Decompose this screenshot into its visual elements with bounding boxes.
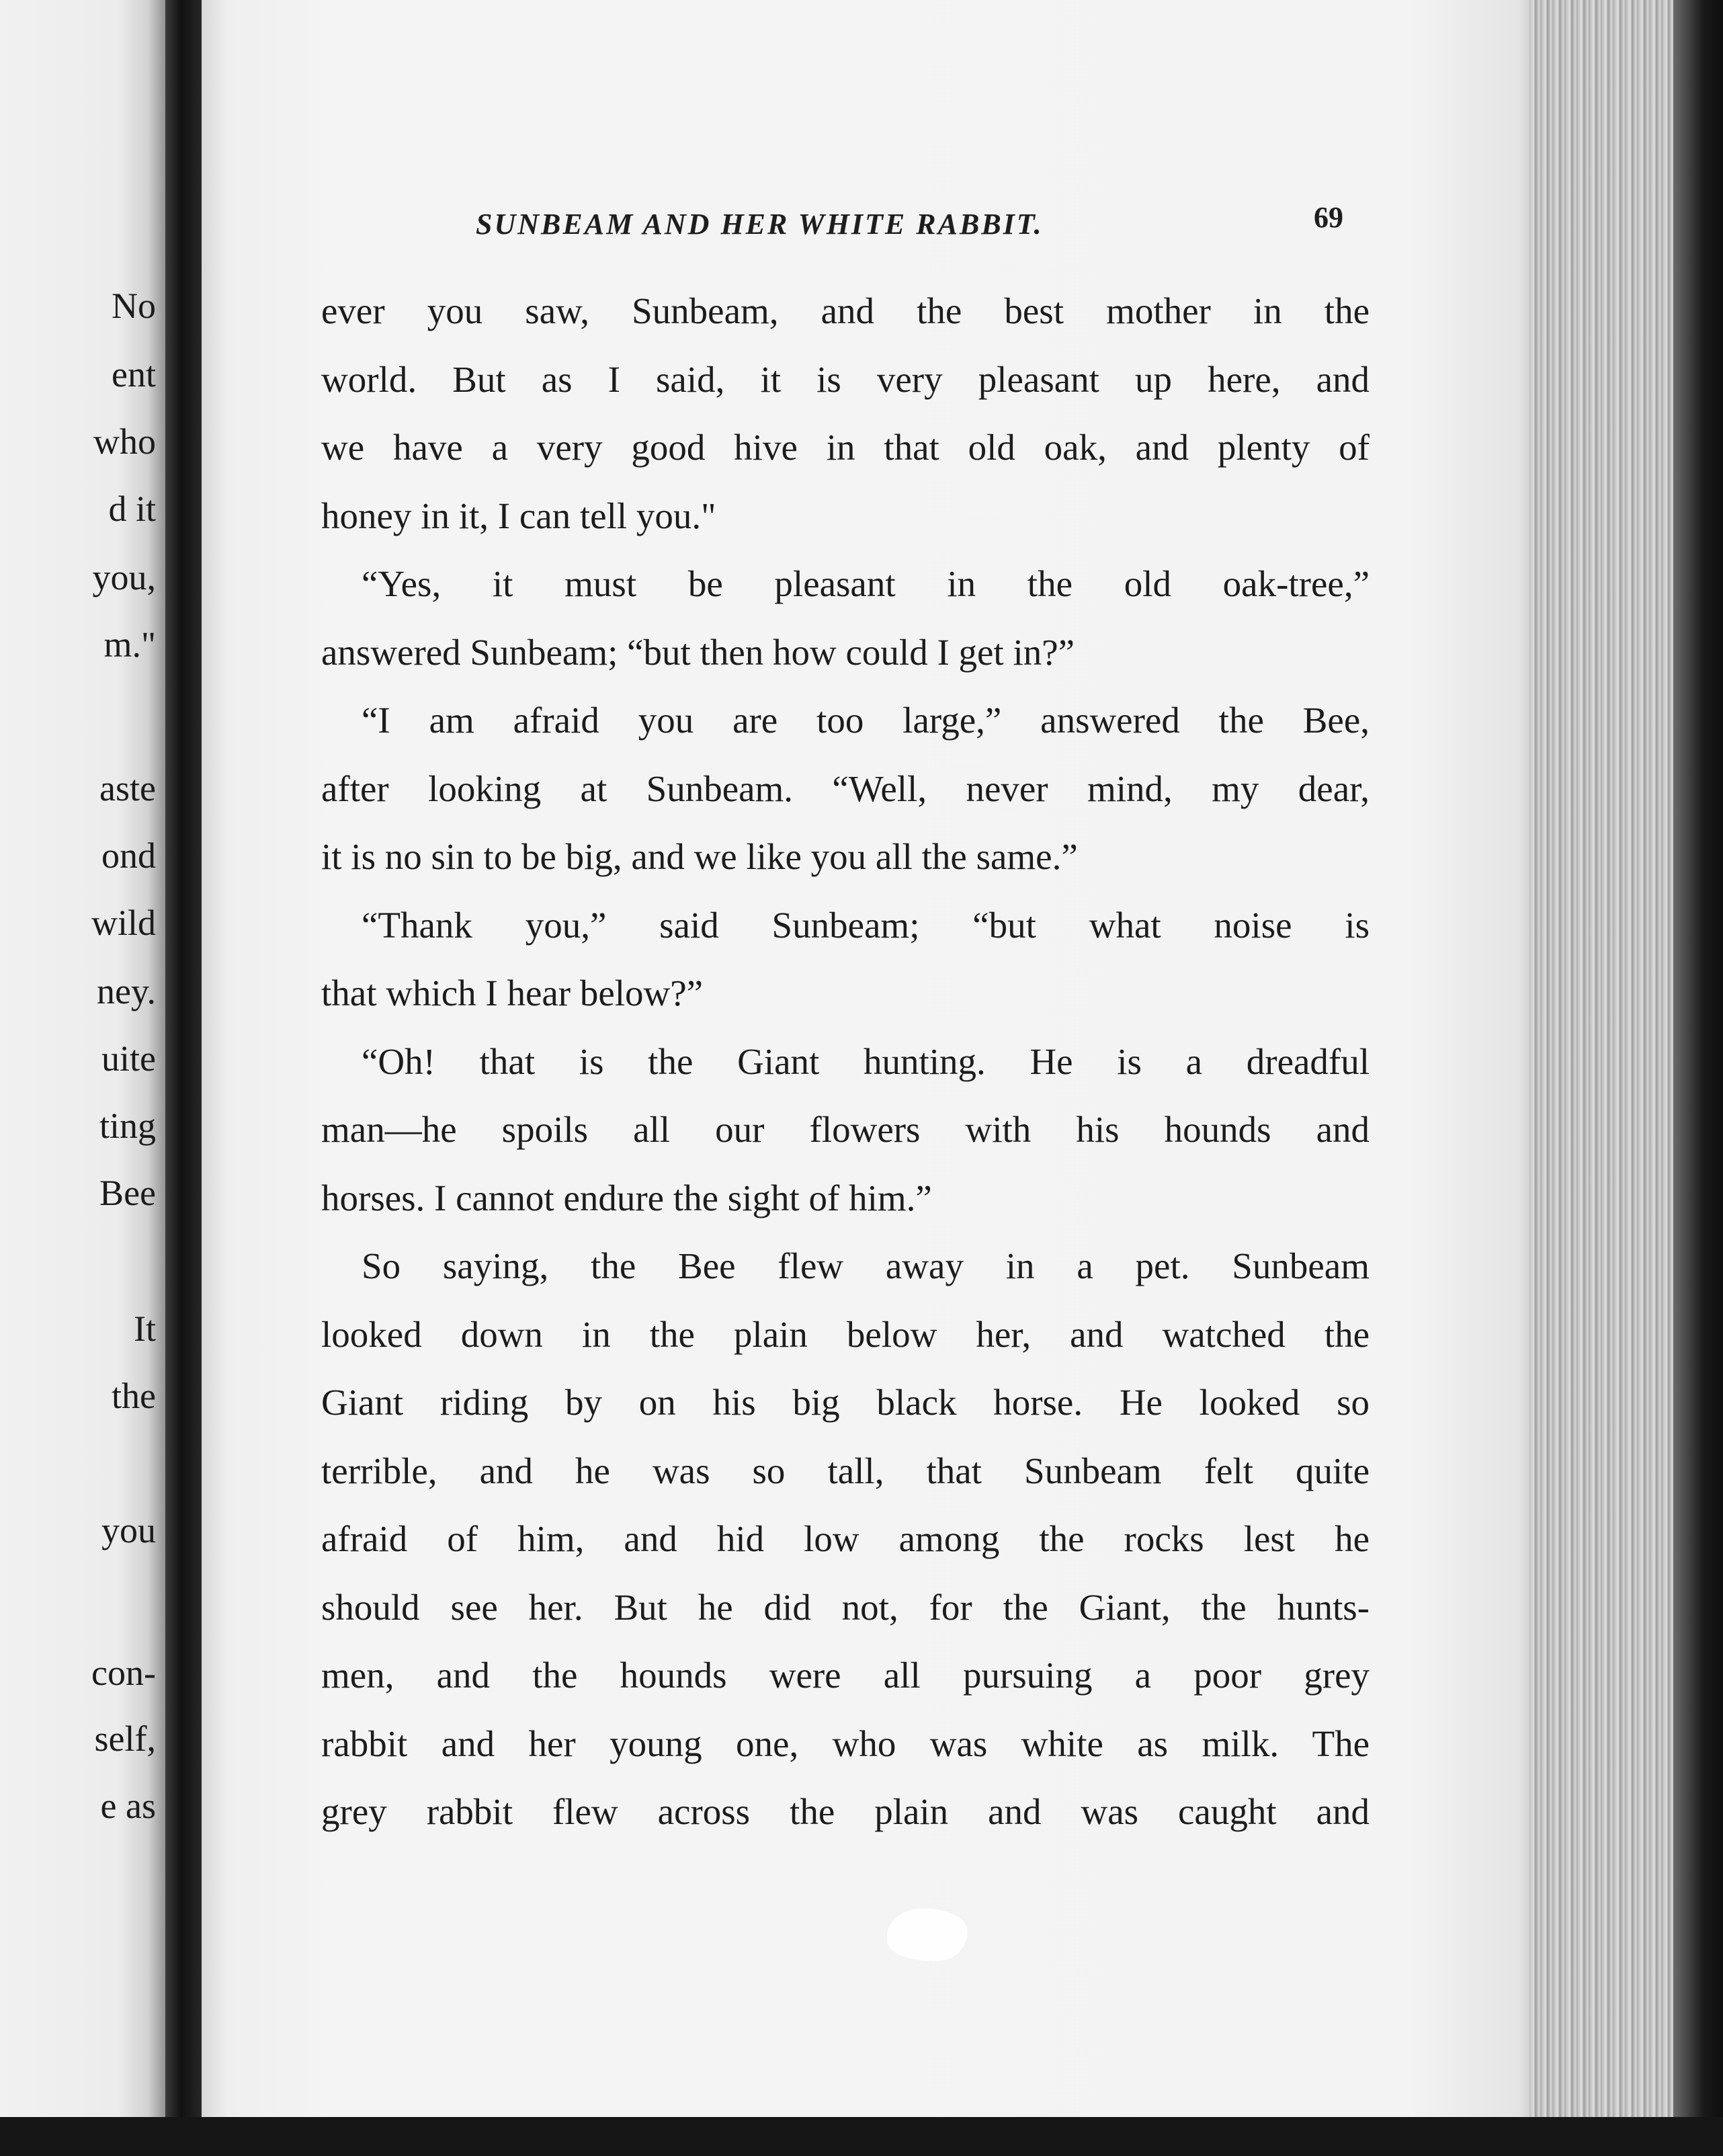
- running-head: SUNBEAM AND HER WHITE RABBIT.: [476, 208, 1044, 241]
- scan-border: [0, 2117, 1723, 2156]
- facing-page-fragment: con-: [91, 1653, 156, 1693]
- facing-page-fragment: ond: [101, 835, 156, 876]
- text-line: rabbit and her young one, who was white as milk. The: [321, 1723, 1370, 1764]
- text-line: men, and the hounds were all pursuing a poor grey: [321, 1655, 1370, 1696]
- text-line: man—he spoils all our flowers with his hounds and: [321, 1109, 1370, 1150]
- paper-blemish: [887, 1909, 968, 1961]
- facing-page-fragment: ent: [112, 354, 156, 395]
- facing-page-fragment: self,: [94, 1718, 156, 1759]
- text-line: “Thank you,” said Sunbeam; “but what noise is: [362, 904, 1370, 946]
- facing-page-fragment: e as: [100, 1786, 156, 1826]
- facing-page-fragment: Bee: [99, 1173, 156, 1213]
- text-line: answered Sunbeam; “but then how could I get in?”: [321, 631, 1075, 673]
- facing-page-fragment: aste: [99, 768, 156, 809]
- facing-page-fragment: d it: [108, 489, 156, 529]
- facing-page-fragment: wild: [91, 903, 156, 943]
- text-line: So saying, the Bee flew away in a pet. Sunbeam: [362, 1245, 1370, 1286]
- text-line: that which I hear below?”: [321, 972, 704, 1013]
- text-line: should see her. But he did not, for the Giant, the hunts-: [321, 1586, 1370, 1628]
- book-gutter: [165, 0, 206, 2156]
- facing-page-fragment: It: [134, 1309, 156, 1349]
- text-line: “Oh! that is the Giant hunting. He is a dreadful: [362, 1040, 1370, 1082]
- facing-page-fragment: you,: [92, 557, 156, 597]
- text-line: honey in it, I can tell you.": [321, 495, 716, 536]
- book-page: [202, 0, 1532, 2117]
- facing-page-fragment: you: [101, 1510, 156, 1550]
- edge-shadow: [1673, 0, 1723, 2156]
- facing-page-fragment: uite: [101, 1038, 156, 1079]
- facing-page-fragment: m.": [103, 624, 156, 665]
- facing-page: [0, 0, 168, 2117]
- facing-page-fragment: No: [112, 286, 156, 326]
- text-line: horses. I cannot endure the sight of him.”: [321, 1177, 932, 1218]
- text-line: afraid of him, and hid low among the rocks lest he: [321, 1518, 1370, 1559]
- text-line: terrible, and he was so tall, that Sunbeam felt quite: [321, 1450, 1370, 1491]
- text-line: it is no sin to be big, and we like you all the same.”: [321, 836, 1078, 877]
- page-text: [321, 277, 1370, 1846]
- facing-page-fragment: the: [112, 1376, 156, 1416]
- facing-page-fragment: ting: [99, 1106, 156, 1146]
- page-number: 69: [1314, 201, 1343, 234]
- facing-page-fragment: who: [93, 421, 156, 462]
- text-line: ever you saw, Sunbeam, and the best mother in the: [321, 290, 1370, 331]
- text-line: looked down in the plain below her, and watched the: [321, 1313, 1370, 1355]
- text-line: grey rabbit flew across the plain and was caught and: [321, 1791, 1370, 1832]
- text-line: after looking at Sunbeam. “Well, never mind, my dear,: [321, 768, 1370, 809]
- text-line: “I am afraid you are too large,” answered the Bee,: [362, 700, 1370, 741]
- text-line: we have a very good hive in that old oak, and plenty of: [321, 427, 1370, 468]
- facing-page-fragment: ney.: [97, 971, 156, 1011]
- text-line: “Yes, it must be pleasant in the old oak-tree,”: [362, 563, 1370, 604]
- text-line: world. But as I said, it is very pleasant up here, and: [321, 358, 1370, 400]
- text-line: Giant riding by on his big black horse. He looked so: [321, 1382, 1370, 1423]
